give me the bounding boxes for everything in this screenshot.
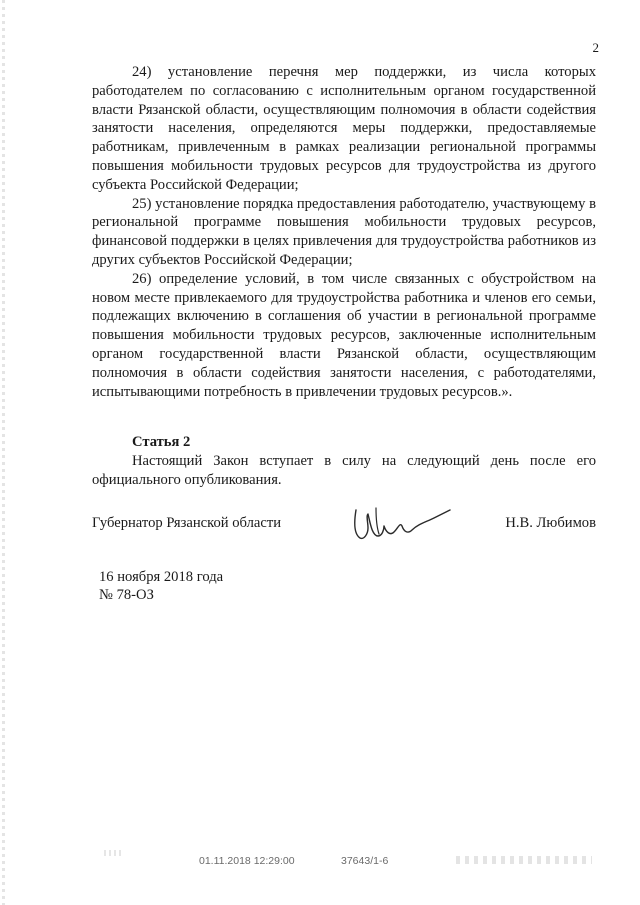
- article-heading: Статья 2: [132, 434, 191, 450]
- signing-date: 16 ноября 2018 года: [99, 569, 224, 585]
- footer-doc-id: 37643/1-6: [341, 855, 389, 867]
- signatory-name: Н.В. Любимов: [505, 515, 596, 531]
- scan-artifact: [104, 850, 122, 856]
- list-item-24: 24) установление перечня мер поддержки, из числа которых работодателем по согласованию с исполнительным органом государственной власти Рязанской области, осуществляющим полномочия в области содействия занятости населения, определяются меры поддержки, предоставляемые работникам, привлеченным в рамках реализации региональной программы повышения мобильности трудовых ресурсов для трудоустройства из другого субъекта Российской Федерации;: [92, 64, 596, 193]
- law-number: № 78-ОЗ: [99, 587, 154, 603]
- date-block: [99, 568, 223, 604]
- handwritten-signature: [346, 500, 456, 546]
- list-item-26: 26) определение условий, в том числе связанных с обустройством на новом месте привлекаемого для трудоустройства работника и членов его семьи, подлежащих включению в соглашения об участии в региональной программе повышения мобильности трудовых ресурсов, заключенные исполнительным органом государственной власти Рязанской области, осуществляющим полномочия в области содействия занятости населения, с работодателями, испытывающими потребность в привлечении трудовых ресурсов.».: [92, 270, 596, 400]
- article-text: Настоящий Закон вступает в силу на следующий день после его официального опубликования.: [92, 452, 596, 488]
- signature-block: [92, 515, 596, 539]
- scan-artifact: [456, 856, 592, 864]
- list-item-25: 25) установление порядка предоставления работодателю, участвующему в региональной программе повышения мобильности трудовых ресурсов, финансовой поддержки в целях привлечения для трудоустройства работников из других субъектов Российской Федерации;: [92, 195, 596, 268]
- list-items: [92, 63, 596, 401]
- scan-edge-noise: [2, 0, 5, 905]
- footer-timestamp: 01.11.2018 12:29:00: [199, 855, 295, 867]
- page-number: 2: [592, 40, 599, 55]
- signatory-title: Губернатор Рязанской области: [92, 515, 282, 531]
- article-2: [92, 433, 596, 489]
